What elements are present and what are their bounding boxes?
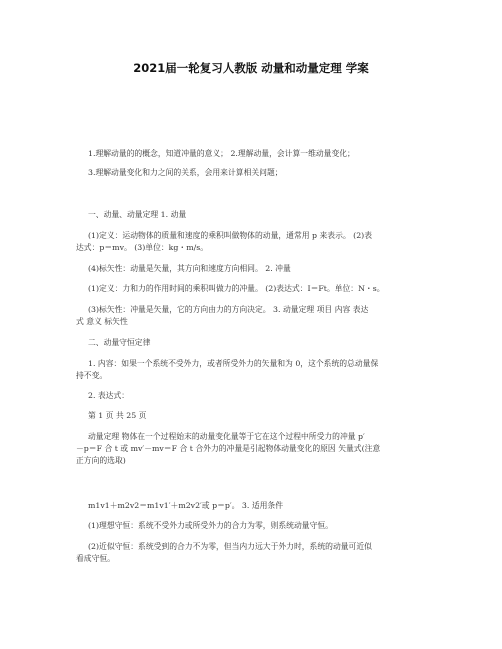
body-line: 1. 内容：如果一个系统不受外力，或者所受外力的矢量和为 0，这个系统的总动量保 (88, 359, 379, 368)
page-number: 第 1 页 共 25 页 (88, 411, 147, 420)
body-line: 达式：p＝mv。 (3)单位：kg・m/s。 (76, 243, 209, 252)
formula-line: m1v1＋m2v2＝m1v1′＋m2v2′或 p＝p′。 3. 适用条件 (88, 501, 284, 510)
body-line: 看成守恒。 (76, 554, 115, 563)
body-line: (1)定义：力和力的作用时间的乘积叫做力的冲量。 (2)表达式：I＝Ft。单位：N・s。 (88, 284, 385, 293)
body-line: (2)近似守恒：系统受到的合力不为零，但当内力远大于外力时，系统的动量可近似 (88, 542, 372, 551)
body-line: －p＝F 合 t 或 mv′－mv＝F 合 t 合外力的冲量是引起物体动量变化的原因 矢量式(注意 (76, 444, 381, 453)
document-title: 2021届一轮复习人教版 动量和动量定理 学案 (133, 61, 369, 75)
section-heading: 二、动量守恒定律 (88, 338, 151, 347)
body-line: 正方向的选取) (76, 456, 126, 465)
body-line: 2. 表达式： (88, 391, 130, 400)
body-line: 动量定理 物体在一个过程始末的动量变化量等于它在这个过程中所受力的冲量 p′ (88, 432, 365, 441)
body-line: (1)定义：运动物体的质量和速度的乘积叫做物体的动量，通常用 p 来表示。 (2)表 (88, 231, 373, 240)
body-line: (1)理想守恒：系统不受外力或所受外力的合力为零，则系统动量守恒。 (88, 521, 333, 530)
objective-line: 3.理解动量变化和力之间的关系，会用来计算相关问题； (88, 168, 283, 177)
body-line: 持不变。 (76, 371, 108, 380)
body-line: 式 意义 标矢性 (76, 317, 128, 326)
section-heading: 一、动量、动量定理 1. 动量 (88, 210, 187, 219)
objective-line: 1.理解动量的的概念，知道冲量的意义； 2.理解动量，会计算一维动量变化； (88, 149, 355, 158)
body-line: (3)标矢性：冲量是矢量，它的方向由力的方向决定。 3. 动量定理 项目 内容 表达 (88, 305, 369, 314)
body-line: (4)标矢性：动量是矢量，其方向和速度方向相同。 2. 冲量 (88, 264, 291, 273)
